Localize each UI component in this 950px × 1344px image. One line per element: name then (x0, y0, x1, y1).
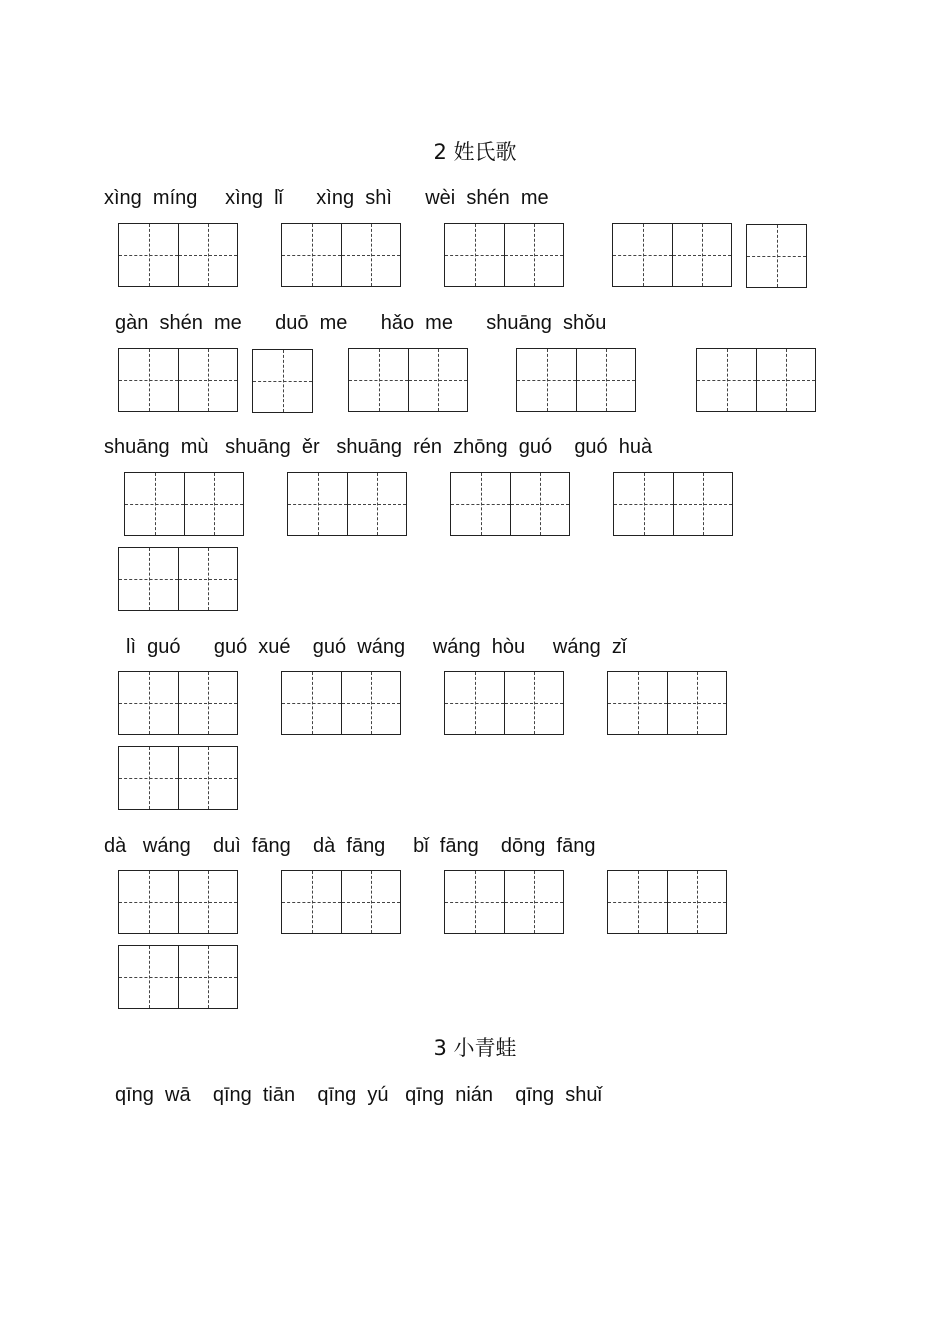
writing-grid[interactable] (516, 348, 636, 412)
writing-grid[interactable] (444, 870, 564, 934)
pinyin-row-1: xìng míng xìng lǐ xìng shì wèi shén me (104, 187, 549, 209)
writing-grid[interactable] (118, 223, 238, 287)
writing-grid[interactable] (118, 945, 238, 1009)
writing-grid[interactable] (118, 870, 238, 934)
writing-grid[interactable] (118, 547, 238, 611)
writing-grid[interactable] (281, 223, 401, 287)
pinyin-row-4: lì guó guó xué guó wáng wáng hòu wáng zǐ (126, 636, 627, 658)
writing-grid[interactable] (746, 224, 807, 288)
writing-grid[interactable] (696, 348, 816, 412)
writing-grid[interactable] (281, 870, 401, 934)
writing-grid[interactable] (612, 223, 732, 287)
writing-grid[interactable] (613, 472, 733, 536)
writing-grid[interactable] (607, 870, 727, 934)
writing-grid[interactable] (607, 671, 727, 735)
pinyin-row-lesson3: qīng wā qīng tiān qīng yú qīng nián qīng shuǐ (115, 1084, 602, 1106)
lesson-2-title: 2 姓氏歌 (433, 140, 517, 164)
writing-grid[interactable] (118, 348, 238, 412)
writing-grid[interactable] (281, 671, 401, 735)
writing-grid[interactable] (118, 746, 238, 810)
writing-grid[interactable] (450, 472, 570, 536)
pinyin-row-3: shuāng mù shuāng ěr shuāng rén zhōng guó guó huà (104, 436, 653, 458)
writing-grid[interactable] (118, 671, 238, 735)
pinyin-row-5: dà wáng duì fāng dà fāng bǐ fāng dōng fāng (104, 835, 596, 857)
writing-grid[interactable] (252, 349, 313, 413)
pinyin-row-2: gàn shén me duō me hǎo me shuāng shǒu (115, 312, 607, 334)
writing-grid[interactable] (348, 348, 468, 412)
writing-grid[interactable] (287, 472, 407, 536)
writing-grid[interactable] (444, 671, 564, 735)
writing-grid[interactable] (444, 223, 564, 287)
lesson-3-title: 3 小青蛙 (433, 1036, 517, 1060)
writing-grid[interactable] (124, 472, 244, 536)
